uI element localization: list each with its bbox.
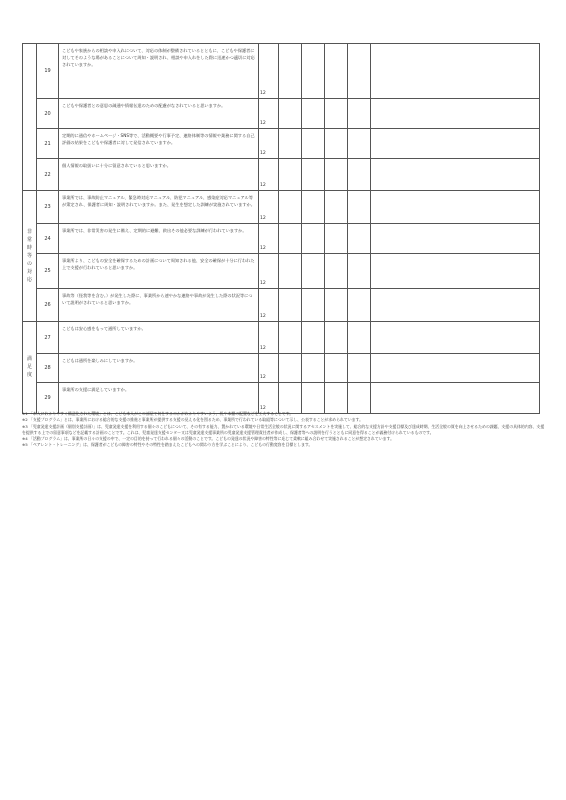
response-count: 12 <box>259 354 279 383</box>
answer-cell-no[interactable] <box>325 254 348 289</box>
footnote-label: ※5 <box>22 442 28 448</box>
answer-cell-yes[interactable] <box>279 254 302 289</box>
comment-cell[interactable] <box>371 191 540 224</box>
answer-cell-no[interactable] <box>325 354 348 383</box>
answer-cell-unknown[interactable] <box>348 44 371 99</box>
category-label: 満足度 <box>26 356 32 378</box>
item-number: 24 <box>37 224 59 254</box>
response-count: 12 <box>259 159 279 191</box>
question-text: こどもや家族からの相談や申入れについて、対応の体制が整備されているとともに、こどもや保護者に対してそのような場があることについて周知・説明され、相談や申入れをした際に迅速かつ適切に対応されていますか。 <box>59 44 259 99</box>
item-number: 26 <box>37 289 59 322</box>
question-text: 事業所より、こどもの安全を確保するための計画について周知される他、安全の確保が十分に行われた上で支援が行われていると思いますか。 <box>59 254 259 289</box>
answer-cell-yes[interactable] <box>279 159 302 191</box>
item-number: 23 <box>37 191 59 224</box>
table-row <box>23 289 540 322</box>
table-row <box>23 354 540 383</box>
category-cell <box>23 322 37 414</box>
footnote-text: 「活動プログラム」は、事業所の日々の支援の中で、一定の目的を持って行われる個々の活動のことです。こどもの発達の状況や障害の特性等に応じて柔軟に組み合わせて実施されることが想定されています。 <box>29 436 394 442</box>
footnote-label: ※2 <box>22 417 28 423</box>
answer-cell-yes[interactable] <box>279 289 302 322</box>
answer-cell-no[interactable] <box>325 224 348 254</box>
response-count: 12 <box>259 129 279 159</box>
response-count: 12 <box>259 254 279 289</box>
answer-cell-yes[interactable] <box>279 354 302 383</box>
footnote <box>22 424 546 437</box>
footnote-text: 「本人にわかりやすく構造化された環境」とは、こども本人がこの部屋で何をするのかがわかりやすいよう、机や本棚の配置などを工夫することです。 <box>29 411 294 416</box>
response-count: 12 <box>259 99 279 129</box>
answer-cell-no[interactable] <box>325 129 348 159</box>
answer-cell-unknown[interactable] <box>348 159 371 191</box>
comment-cell[interactable] <box>371 254 540 289</box>
answer-cell-unknown[interactable] <box>348 224 371 254</box>
answer-cell-yes[interactable] <box>279 224 302 254</box>
item-number: 29 <box>37 383 59 414</box>
question-text: こどもは通所を楽しみにしていますか。 <box>59 354 259 383</box>
answer-cell-yes[interactable] <box>279 129 302 159</box>
item-number: 20 <box>37 99 59 129</box>
category-cell <box>23 44 37 191</box>
table-row <box>23 129 540 159</box>
survey-table <box>22 43 540 414</box>
comment-cell[interactable] <box>371 289 540 322</box>
answer-cell-unknown[interactable] <box>348 289 371 322</box>
answer-cell-neutral[interactable] <box>302 224 325 254</box>
answer-cell-neutral[interactable] <box>302 322 325 354</box>
answer-cell-neutral[interactable] <box>302 99 325 129</box>
question-text: 定期的に通信やホームページ・SNS等で、活動概要や行事予定、連絡体制等の情報や業務に関する自己評価の結果をこどもや保護者に対して発信されていますか。 <box>59 129 259 159</box>
answer-cell-neutral[interactable] <box>302 289 325 322</box>
answer-cell-unknown[interactable] <box>348 129 371 159</box>
answer-cell-no[interactable] <box>325 289 348 322</box>
table-row <box>23 224 540 254</box>
answer-cell-unknown[interactable] <box>348 322 371 354</box>
comment-cell[interactable] <box>371 44 540 99</box>
response-count: 12 <box>259 383 279 414</box>
comment-cell[interactable] <box>371 354 540 383</box>
answer-cell-no[interactable] <box>325 322 348 354</box>
item-number: 19 <box>37 44 59 99</box>
question-text: こどもは安心感をもって通所していますか。 <box>59 322 259 354</box>
table-row <box>23 254 540 289</box>
answer-cell-yes[interactable] <box>279 322 302 354</box>
response-count: 12 <box>259 322 279 354</box>
answer-cell-neutral[interactable] <box>302 191 325 224</box>
answer-cell-neutral[interactable] <box>302 383 325 414</box>
response-count: 12 <box>259 224 279 254</box>
footnote <box>22 442 546 448</box>
question-text: 事業所の支援に満足していますか。 <box>59 383 259 414</box>
response-count: 12 <box>259 191 279 224</box>
footnote-text: 「ペアレント・トレーニング」は、保護者がこどもの障害の特性やその特性を踏まえたこどもへの関わり方を学ぶことにより、こどもの行動変容を目標とします。 <box>29 442 313 448</box>
comment-cell[interactable] <box>371 224 540 254</box>
response-count: 12 <box>259 289 279 322</box>
answer-cell-no[interactable] <box>325 191 348 224</box>
item-number: 25 <box>37 254 59 289</box>
question-text: 個人情報の取扱いに十分に留意されていると思いますか。 <box>59 159 259 191</box>
answer-cell-yes[interactable] <box>279 99 302 129</box>
response-count: 12 <box>259 44 279 99</box>
table-row <box>23 383 540 414</box>
item-number: 22 <box>37 159 59 191</box>
footnote-label: ※4 <box>22 436 28 442</box>
item-number: 21 <box>37 129 59 159</box>
answer-cell-no[interactable] <box>325 44 348 99</box>
footnote-text: 「支援プログラム」とは、事業所における総合的な支援の推進と事業所が提供する支援の見える化を図るため、事業所で行われている取組等について示し、公表することが求められています。 <box>29 417 363 423</box>
comment-cell[interactable] <box>371 129 540 159</box>
answer-cell-unknown[interactable] <box>348 383 371 414</box>
answer-cell-neutral[interactable] <box>302 129 325 159</box>
answer-cell-unknown[interactable] <box>348 99 371 129</box>
footnote-text: 「児童発達支援計画（個別支援計画）」は、児童発達支援を利用する個々のこどもについて、その有する能力、置かれている環境や日常生活全般の状況に関するアセスメントを実施して、総合的な支援方針や支援目標及び達成時期、生活全般の質を向上させるための課題、支援の具体的内容、支援を提供する上での留意事項などを記載する計画のことです。これは、児童発達支援センター又は児童発達支援事業所の児童発達支援管理責任者が作成し、保護者等への説明を行うとともに同意を得ることが義務付けられているものです。 <box>22 423 545 435</box>
footnote-label: ※3 <box>22 423 28 429</box>
table-row <box>23 159 540 191</box>
answer-cell-yes[interactable] <box>279 44 302 99</box>
answer-cell-unknown[interactable] <box>348 354 371 383</box>
answer-cell-unknown[interactable] <box>348 191 371 224</box>
comment-cell[interactable] <box>371 159 540 191</box>
answer-cell-unknown[interactable] <box>348 254 371 289</box>
footnote-label: ※1 <box>22 411 28 416</box>
question-text: 事業所では、事故防止マニュアル、緊急時対応マニュアル、防犯マニュアル、感染症対応マニュアル等が策定され、保護者に周知・説明されていますか。また、発生を想定した訓練が実施されていますか。 <box>59 191 259 224</box>
table-row <box>23 99 540 129</box>
answer-cell-no[interactable] <box>325 99 348 129</box>
answer-cell-neutral[interactable] <box>302 44 325 99</box>
table-row <box>23 191 540 224</box>
question-text: 事業所では、非常災害の発生に備え、定期的に避難、救出その他必要な訓練が行われていますか。 <box>59 224 259 254</box>
category-cell <box>23 191 37 322</box>
answer-cell-no[interactable] <box>325 159 348 191</box>
answer-cell-neutral[interactable] <box>302 354 325 383</box>
item-number: 27 <box>37 322 59 354</box>
item-number: 28 <box>37 354 59 383</box>
question-text: 事故等（怪我等を含む。）が発生した際に、事業所から速やかな連絡や事故が発生した際の状況等について説明がされていると思いますか。 <box>59 289 259 322</box>
comment-cell[interactable] <box>371 383 540 414</box>
table-row <box>23 44 540 99</box>
category-label: 非常時等の対応 <box>26 228 32 283</box>
comment-cell[interactable] <box>371 99 540 129</box>
footnotes <box>22 411 546 449</box>
answer-cell-yes[interactable] <box>279 383 302 414</box>
table-row <box>23 322 540 354</box>
question-text: こどもや保護者との意思の疎通や情報伝達のための配慮がなされていると思いますか。 <box>59 99 259 129</box>
answer-cell-no[interactable] <box>325 383 348 414</box>
answer-cell-neutral[interactable] <box>302 159 325 191</box>
answer-cell-neutral[interactable] <box>302 254 325 289</box>
answer-cell-yes[interactable] <box>279 191 302 224</box>
comment-cell[interactable] <box>371 322 540 354</box>
